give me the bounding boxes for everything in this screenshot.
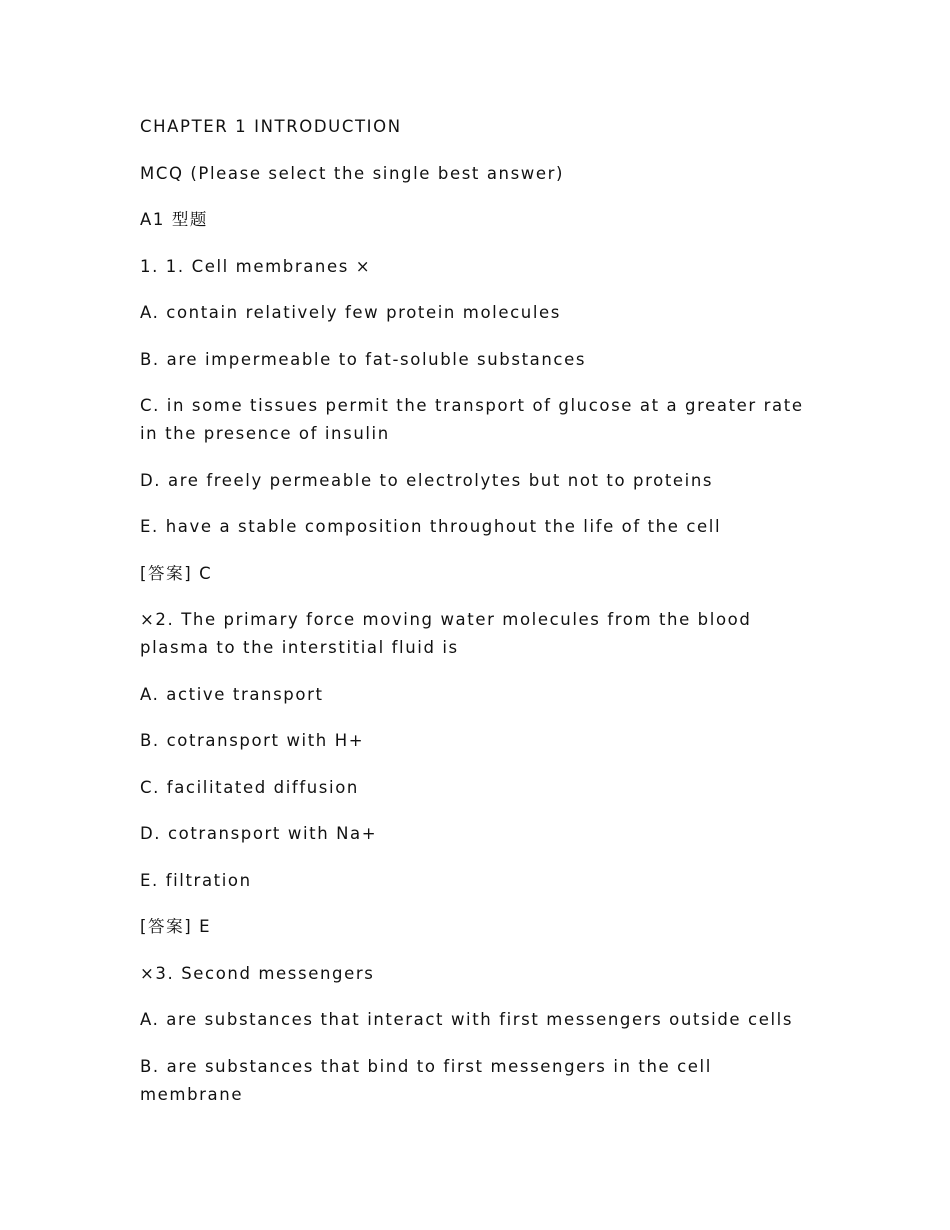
question-2-option-c: C. facilitated diffusion bbox=[140, 777, 359, 797]
question-1-answer: [答案] C bbox=[140, 563, 213, 583]
question-1-option-b: B. are impermeable to fat-soluble substances bbox=[140, 349, 587, 369]
question-1-option-d: D. are freely permeable to electrolytes but not to proteins bbox=[140, 470, 714, 490]
question-2-option-e: E. filtration bbox=[140, 870, 252, 890]
question-1-stem: 1. 1. Cell membranes × bbox=[140, 256, 372, 276]
question-3-stem: ×3. Second messengers bbox=[140, 963, 375, 983]
section-instruction: MCQ (Please select the single best answer) bbox=[140, 163, 565, 183]
question-3-option-b: B. are substances that bind to first messengers in the cell membrane bbox=[140, 1056, 712, 1104]
chapter-heading: CHAPTER 1 INTRODUCTION bbox=[140, 117, 402, 136]
question-3-option-a: A. are substances that interact with first messengers outside cells bbox=[140, 1010, 794, 1029]
document-page bbox=[140, 113, 820, 1127]
question-2-answer: [答案] E bbox=[140, 917, 212, 936]
question-2-option-d: D. cotransport with Na+ bbox=[140, 824, 378, 843]
question-type-heading: A1 型题 bbox=[140, 210, 209, 229]
question-1-option-c: C. in some tissues permit the transport of glucose at a greater rate in the presence of insulin bbox=[140, 396, 804, 443]
question-2-option-b: B. cotransport with H+ bbox=[140, 731, 365, 750]
question-2-option-a: A. active transport bbox=[140, 684, 324, 704]
question-2-stem: ×2. The primary force moving water molecules from the blood plasma to the interstitial fluid is bbox=[140, 610, 752, 657]
question-1-option-e: E. have a stable composition throughout the life of the cell bbox=[140, 517, 722, 536]
question-1-option-a: A. contain relatively few protein molecules bbox=[140, 303, 561, 322]
